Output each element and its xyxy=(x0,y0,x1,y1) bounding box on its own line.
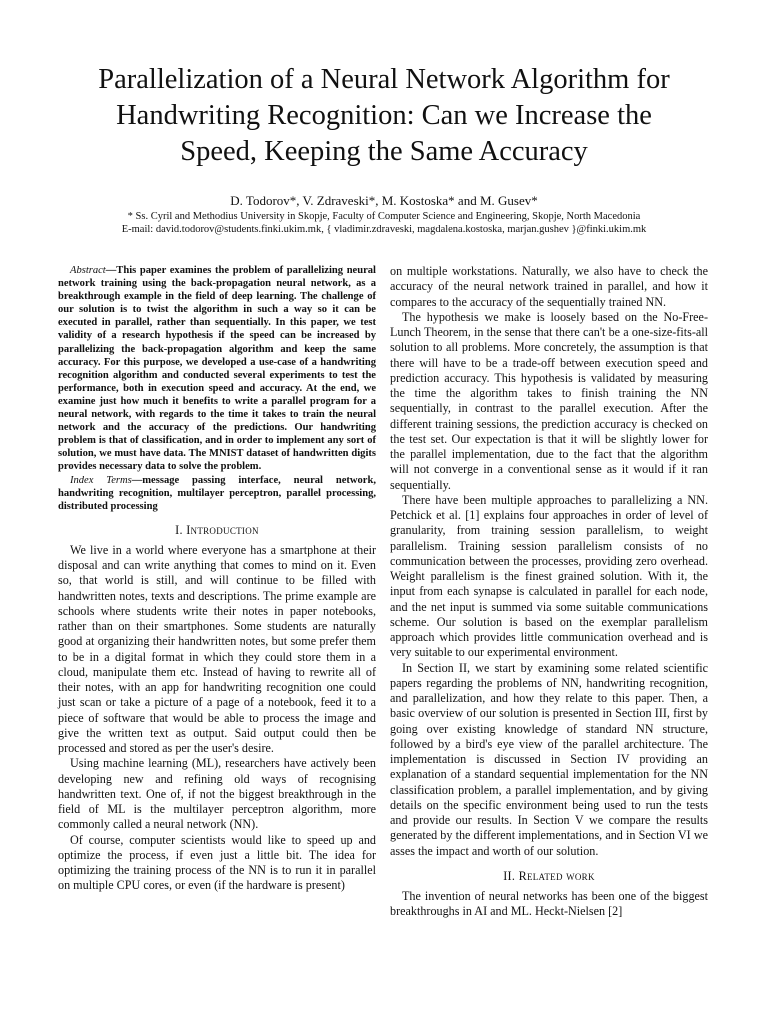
body-paragraph: In Section II, we start by examining some related scientific papers regarding the problems of NN, handwriting recognition, and parallelization, and how they relate to this paper. Then, a basic overview of our solution is presented in Section III, first by going over existing knowledge of standard NN structure, followed by a bird's eye view of the parallel architecture. The implementation is discussed in Section IV providing an explanation of a standard sequential implementation for the NN classification problem, a parallel implementation, and by giving details on the specific environment being used to run the tests and provide our results. In Section V we compare the results generated by the different implementations, and in Section VI we asses the impact and worth of our solution. xyxy=(390,660,708,858)
abstract-text: —This paper examines the problem of parallelizing neural network training using the back-propagation neural network, as a breakthrough example in the field of deep learning. The challenge of our solution is to twist the algorithm in such a way so it can be executed in parallel, rather than sequentially. In this paper, we test validity of a research hypothesis if the speed can be increased by parallelizing the back-propagation algorithm and keep the same accuracy. For this purpose, we developed a use-case of a handwriting recognition algorithm and conducted several experiments to test the performance, both in execution speed and accuracy. At the end, we examine just how much it benefits to write a parallel program for a neural network, with regards to the time it takes to train the neural network and the accuracy of the predictions. Our handwriting problem is that of classification, and in order to implement any sort of solution, we must have data. The MNIST dataset of handwritten digits provides necessary data to solve the problem. xyxy=(58,265,376,473)
body-paragraph: Using machine learning (ML), researchers have actively been developing new and refining old ways of recognising handwritten text. One of, if not the biggest breakthrough in the field of ML is the multilayer perceptron algorithm, more commonly called a neural network (NN). xyxy=(58,756,376,832)
section-heading-introduction xyxy=(58,522,376,538)
affiliation: * Ss. Cyril and Methodius University in Skopje, Faculty of Computer Science and Engineering, Skopje, North Macedonia xyxy=(127,211,641,222)
body-paragraph-continued: on multiple workstations. Naturally, we also have to check the accuracy of the neural network trained in parallel, and how it compares to the accuracy of the sequentially trained NN. xyxy=(390,264,708,309)
email-line: E-mail: david.todorov@students.finki.ukim.mk, { vladimir.zdraveski, magdalena.kostoska, marjan.gushev }@finki.ukim.mk xyxy=(121,224,647,236)
abstract-label: Abstract xyxy=(70,265,106,276)
body-paragraph: The invention of neural networks has been one of the biggest breakthroughs in AI and ML. Heckt-Nielsen [2] xyxy=(390,888,708,918)
section-number: I. xyxy=(175,522,183,537)
index-terms-label: Index Terms xyxy=(70,474,132,486)
title-line: Parallelization of a Neural Network Algorithm for xyxy=(98,64,670,95)
index-terms-text: —message passing interface, neural network, handwriting recognition, multilayer perceptron, parallel processing, distributed processing xyxy=(58,474,376,512)
section-title: Related work xyxy=(518,868,595,883)
body-paragraph: The hypothesis we make is loosely based on the No-Free-Lunch Theorem, in the sense that there can't be a one-size-fits-all solution to all problems. More concretely, the assumption is that there will have to be a trade-off between execution speed and prediction accuracy. This hypothesis is validated by measuring the time the algorithm takes to finish training the NN sequentially, in contrast to the parallel execution. After the different training sessions, the prediction accuracy is checked on the test set. Our expectation is that it will be slightly lower for the parallel implementation, due to the fact that the algorithm will not converge in a conventional sense as it would if it ran sequentially. xyxy=(390,309,708,492)
affiliation-block xyxy=(20,210,748,237)
body-paragraph: Of course, computer scientists would like to speed up and optimize the process, if even just a little bit. The idea for optimizing the training process of the NN is to run it in parallel on multiple CPU cores, or even (if the hardware is present) xyxy=(58,832,376,893)
title-line: Speed, Keeping the Same Accuracy xyxy=(180,136,588,167)
title-line: Handwriting Recognition: Can we Increase the xyxy=(116,100,652,131)
paper-title xyxy=(40,62,728,170)
right-column xyxy=(390,264,708,919)
body-paragraph: There have been multiple approaches to parallelizing a NN. Petchick et al. [1] explains four approaches in order of level of granularity, from training session parallelism, to weight parallelism. Training session parallelism consists of no communication between the processes, providing zero overhead. Weight parallelism is the finest grained solution. With it, the input from each synapse is calculated in parallel for each node, and the net input is summed via some suitable communications scheme. Our solution is based on the exemplar parallelism approach which provides little communication overhead and is very suitable to our experimental environment. xyxy=(390,492,708,660)
section-number: II. xyxy=(503,868,516,883)
section-title: Introduction xyxy=(186,522,259,537)
author-list: D. Todorov*, V. Zdraveski*, M. Kostoska* and M. Gusev* xyxy=(230,193,538,208)
left-column xyxy=(58,264,376,894)
abstract xyxy=(58,264,376,513)
section-heading-related-work xyxy=(390,868,708,884)
body-paragraph: We live in a world where everyone has a smartphone at their disposal and can write anything that comes to mind on it. Even so, that world is still, and will continue to be filled with handwritten notes, texts and descriptions. The prime example are schools where students write their notes in paper notebooks, rather than on their smartphones. Some students are naturally good at organizing their handwritten notes, but some prefer them to be in a digital format in which they could store them in a cloud, manipulate them etc. Instead of having to rewrite all of their notes, with an app for handwriting recognition one could just scan or take a picture of a page of a notebook, feed it to a piece of software that would be able to process the image and give the written text as output. Said output could then be processed and stored as per the user's desire. xyxy=(58,542,376,756)
